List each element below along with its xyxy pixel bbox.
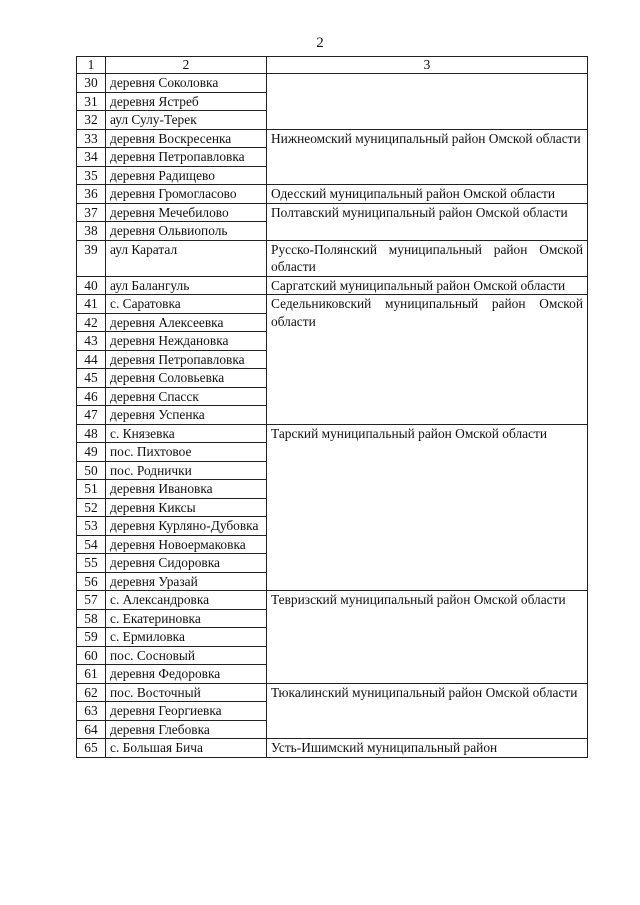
row-number: 54 (77, 535, 106, 554)
settlement-name: с. Екатериновка (106, 609, 267, 628)
municipal-district-text: Русско-Полянский муниципальный район Омской области (271, 241, 583, 274)
settlement-name: деревня Ястреб (106, 92, 267, 111)
page-number: 2 (316, 35, 324, 51)
municipal-district-text: Усть-Ишимский муниципальный район (271, 740, 498, 755)
table-row (77, 424, 588, 443)
row-number: 62 (77, 683, 106, 702)
table-row (77, 276, 588, 295)
table-row (77, 129, 588, 148)
row-number: 59 (77, 628, 106, 647)
row-number: 47 (77, 406, 106, 425)
row-number: 60 (77, 646, 106, 665)
settlement-name: пос. Сосновый (106, 646, 267, 665)
municipal-district-text: Тюкалинский муниципальный район Омской области (271, 684, 578, 700)
row-number: 35 (77, 166, 106, 185)
settlement-name: деревня Успенка (106, 406, 267, 425)
settlement-name: аул Балангуль (106, 276, 267, 295)
municipal-district-text: Саргатский муниципальный район Омской области (271, 277, 566, 293)
row-number: 40 (77, 276, 106, 295)
table-row (77, 185, 588, 204)
row-number: 61 (77, 665, 106, 684)
settlement-name: деревня Уразай (106, 572, 267, 591)
municipal-district (267, 203, 588, 240)
settlement-name: деревня Воскресенка (106, 129, 267, 148)
municipal-district (267, 240, 588, 276)
table-row (77, 203, 588, 222)
settlement-name: с. Саратовка (106, 295, 267, 314)
settlement-name: деревня Георгиевка (106, 702, 267, 721)
table-row (77, 295, 588, 314)
municipal-district (267, 683, 588, 739)
row-number: 55 (77, 554, 106, 573)
row-number: 64 (77, 720, 106, 739)
settlement-name: с. Князевка (106, 424, 267, 443)
settlement-name: деревня Курляно-Дубовка (106, 517, 267, 536)
municipal-district (267, 276, 588, 295)
row-number: 33 (77, 129, 106, 148)
settlement-name: деревня Ивановка (106, 480, 267, 499)
row-number: 42 (77, 313, 106, 332)
table-row (77, 240, 588, 276)
municipal-district-text: Тевризский муниципальный район Омской области (271, 592, 566, 607)
settlement-name: с. Большая Бича (106, 739, 267, 758)
row-number: 37 (77, 203, 106, 222)
settlement-name: деревня Федоровка (106, 665, 267, 684)
settlement-name: аул Каратал (106, 240, 267, 276)
row-number: 30 (77, 74, 106, 93)
column-header: 2 (106, 57, 267, 74)
municipal-district-text: Полтавский муниципальный район Омской области (271, 204, 568, 220)
row-number: 41 (77, 295, 106, 314)
row-number: 49 (77, 443, 106, 462)
municipal-district-text: Тарский муниципальный район Омской области (271, 425, 548, 441)
municipal-district (267, 591, 588, 684)
settlement-name: с. Ермиловка (106, 628, 267, 647)
municipal-district (267, 424, 588, 591)
row-number: 31 (77, 92, 106, 111)
row-number: 39 (77, 240, 106, 276)
row-number: 50 (77, 461, 106, 480)
municipal-district (267, 295, 588, 425)
column-header: 3 (267, 57, 588, 74)
municipal-district-text: Нижнеомский муниципальный район Омской области (271, 130, 581, 146)
settlement-name: деревня Новоермаковка (106, 535, 267, 554)
settlement-name: деревня Радищево (106, 166, 267, 185)
table-row (77, 74, 588, 93)
row-number: 57 (77, 591, 106, 610)
settlement-name: деревня Спасск (106, 387, 267, 406)
municipal-district-text: Одесский муниципальный район Омской области (271, 186, 556, 201)
settlement-name: деревня Глебовка (106, 720, 267, 739)
settlements-table (76, 56, 588, 758)
row-number: 32 (77, 111, 106, 130)
municipal-district (267, 74, 588, 130)
settlement-name: деревня Петропавловка (106, 148, 267, 167)
settlement-name: с. Александровка (106, 591, 267, 610)
row-number: 46 (77, 387, 106, 406)
row-number: 44 (77, 350, 106, 369)
table-header-row (77, 57, 588, 74)
row-number: 45 (77, 369, 106, 388)
column-header: 1 (77, 57, 106, 74)
settlement-name: деревня Ольвиополь (106, 222, 267, 241)
row-number: 34 (77, 148, 106, 167)
settlement-name: пос. Пихтовое (106, 443, 267, 462)
row-number: 51 (77, 480, 106, 499)
settlement-name: деревня Соловьевка (106, 369, 267, 388)
municipal-district (267, 739, 588, 758)
settlement-name: пос. Восточный (106, 683, 267, 702)
settlement-name: пос. Роднички (106, 461, 267, 480)
row-number: 53 (77, 517, 106, 536)
settlement-name: деревня Алексеевка (106, 313, 267, 332)
municipal-district-text: Седельниковский муниципальный район Омской области (271, 296, 583, 329)
row-number: 43 (77, 332, 106, 351)
settlement-name: деревня Соколовка (106, 74, 267, 93)
table-row (77, 739, 588, 758)
table-body (77, 74, 588, 758)
settlement-name: деревня Петропавловка (106, 350, 267, 369)
row-number: 48 (77, 424, 106, 443)
settlement-name: деревня Неждановка (106, 332, 267, 351)
table-row (77, 683, 588, 702)
settlement-name: деревня Мечебилово (106, 203, 267, 222)
row-number: 63 (77, 702, 106, 721)
municipal-district (267, 129, 588, 185)
row-number: 58 (77, 609, 106, 628)
row-number: 56 (77, 572, 106, 591)
settlement-name: деревня Киксы (106, 498, 267, 517)
settlement-name: деревня Громогласово (106, 185, 267, 204)
row-number: 36 (77, 185, 106, 204)
row-number: 65 (77, 739, 106, 758)
settlement-name: аул Сулу-Терек (106, 111, 267, 130)
table-row (77, 591, 588, 610)
municipal-district (267, 185, 588, 204)
row-number: 38 (77, 222, 106, 241)
row-number: 52 (77, 498, 106, 517)
settlement-name: деревня Сидоровка (106, 554, 267, 573)
